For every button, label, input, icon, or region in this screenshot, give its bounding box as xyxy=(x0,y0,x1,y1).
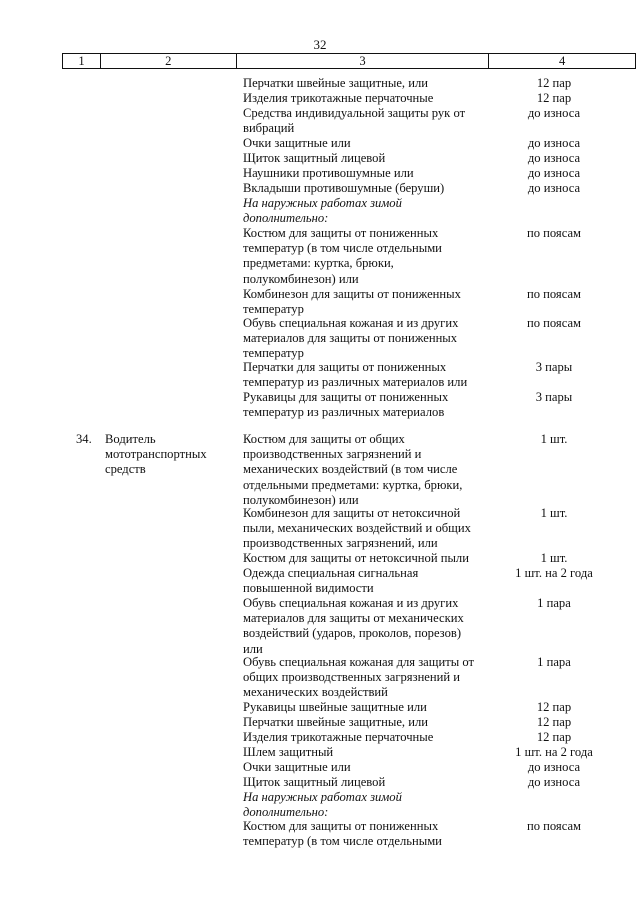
item-name: Очки защитные или xyxy=(243,136,351,150)
item xyxy=(243,181,581,196)
item xyxy=(243,226,582,287)
item-name: Очки защитные или xyxy=(243,760,351,774)
item-norm: до износа xyxy=(527,775,581,789)
item xyxy=(243,775,581,790)
item xyxy=(243,551,568,566)
item-name: Костюм для защиты от пониженных температур (в том числе отдельными xyxy=(243,819,442,849)
section-note xyxy=(243,790,491,820)
item-name: Обувь специальная кожаная и из других материалов для защиты от механических воздействий (ударов, проколов, порезов) или xyxy=(243,596,464,656)
item xyxy=(243,390,573,420)
item-name: Костюм для защиты от пониженных температур (в том числе отдельными предметами: куртка, брюки, полукомбинезон) или xyxy=(243,226,442,286)
entry-number: 34. xyxy=(76,432,92,446)
item xyxy=(243,760,581,775)
item xyxy=(243,745,593,760)
header-col-4: 4 xyxy=(558,54,566,68)
item-norm: по поясам xyxy=(526,226,582,240)
item-name: Изделия трикотажные перчаточные xyxy=(243,91,434,105)
item xyxy=(243,566,593,596)
item-name: Щиток защитный лицевой xyxy=(243,151,386,165)
item-name: Одежда специальная сигнальная повышенной видимости xyxy=(243,566,419,596)
item xyxy=(243,360,573,390)
item xyxy=(243,106,581,136)
item-name: Щиток защитный лицевой xyxy=(243,775,386,789)
item-norm: 1 шт. на 2 года xyxy=(515,566,593,580)
item-name: Перчатки швейные защитные, или xyxy=(243,715,428,729)
item-norm: 12 пар xyxy=(536,715,572,729)
item xyxy=(243,655,571,701)
item-norm: до износа xyxy=(527,136,581,150)
item xyxy=(243,506,568,552)
item-norm: до износа xyxy=(527,166,581,180)
item-norm: 1 пара xyxy=(537,596,571,610)
item-name: Изделия трикотажные перчаточные xyxy=(243,730,434,744)
item-norm: 12 пар xyxy=(536,76,572,90)
item-norm: до износа xyxy=(527,106,581,120)
item-norm: до износа xyxy=(527,760,581,774)
header-col-2: 2 xyxy=(101,54,237,68)
item xyxy=(243,730,572,745)
item-name: Перчатки для защиты от пониженных температур из различных материалов или xyxy=(243,360,468,390)
item-norm: 1 шт. на 2 года xyxy=(515,745,593,759)
item xyxy=(243,700,572,715)
item xyxy=(243,91,572,106)
item xyxy=(243,287,582,317)
item xyxy=(243,76,572,91)
item-norm: 3 пары xyxy=(535,390,573,404)
job-title: Водитель мототранспортных средств xyxy=(105,432,207,477)
item-name: На наружных работах зимой дополнительно: xyxy=(243,196,402,226)
item-name: На наружных работах зимой дополнительно: xyxy=(243,790,402,820)
item xyxy=(243,819,582,849)
item-name: Костюм для защиты от общих производственных загрязнений и механических воздействий (в том числе отдельными предметами: куртка, брюки, полукомбинезон) или xyxy=(243,432,463,507)
item-name: Наушники противошумные или xyxy=(243,166,414,180)
item-name: Шлем защитный xyxy=(243,745,334,759)
item-name: Рукавицы для защиты от пониженных температур из различных материалов xyxy=(243,390,449,420)
item xyxy=(243,316,582,362)
item-name: Средства индивидуальной защиты рук от вибраций xyxy=(243,106,466,136)
table-header-row xyxy=(62,53,636,69)
header-col-1: 1 xyxy=(63,54,101,68)
item xyxy=(243,432,568,508)
item xyxy=(243,151,581,166)
item-norm: по поясам xyxy=(526,819,582,833)
item-norm: 12 пар xyxy=(536,730,572,744)
item-name: Комбинезон для защиты от нетоксичной пыли, механических воздействий и общих производственных загрязнений, или xyxy=(243,506,471,551)
item-norm: 12 пар xyxy=(536,700,572,714)
item-norm: по поясам xyxy=(526,316,582,330)
item-norm: по поясам xyxy=(526,287,582,301)
item-name: Вкладыши противошумные (беруши) xyxy=(243,181,445,195)
item-name: Перчатки швейные защитные, или xyxy=(243,76,428,90)
item-norm: 12 пар xyxy=(536,91,572,105)
item xyxy=(243,166,581,181)
item-name: Костюм для защиты от нетоксичной пыли xyxy=(243,551,469,565)
item-name: Обувь специальная кожаная и из других материалов для защиты от пониженных температур xyxy=(243,316,459,361)
item-norm: 1 пара xyxy=(537,655,571,669)
item-norm: 1 шт. xyxy=(540,506,568,520)
item-name: Комбинезон для защиты от пониженных температур xyxy=(243,287,461,317)
item-norm: 1 шт. xyxy=(540,551,568,565)
item-norm: 3 пары xyxy=(535,360,573,374)
item-norm: до износа xyxy=(527,181,581,195)
page-number: 32 xyxy=(313,37,327,52)
item xyxy=(243,715,572,730)
item-norm: 1 шт. xyxy=(540,432,568,446)
item xyxy=(243,136,581,151)
item xyxy=(243,596,571,657)
item-name: Обувь специальная кожаная для защиты от общих производственных загрязнений и механических воздействий xyxy=(243,655,474,700)
header-col-3: 3 xyxy=(237,54,490,68)
item-norm: до износа xyxy=(527,151,581,165)
section-note xyxy=(243,196,491,226)
item-name: Рукавицы швейные защитные или xyxy=(243,700,427,714)
